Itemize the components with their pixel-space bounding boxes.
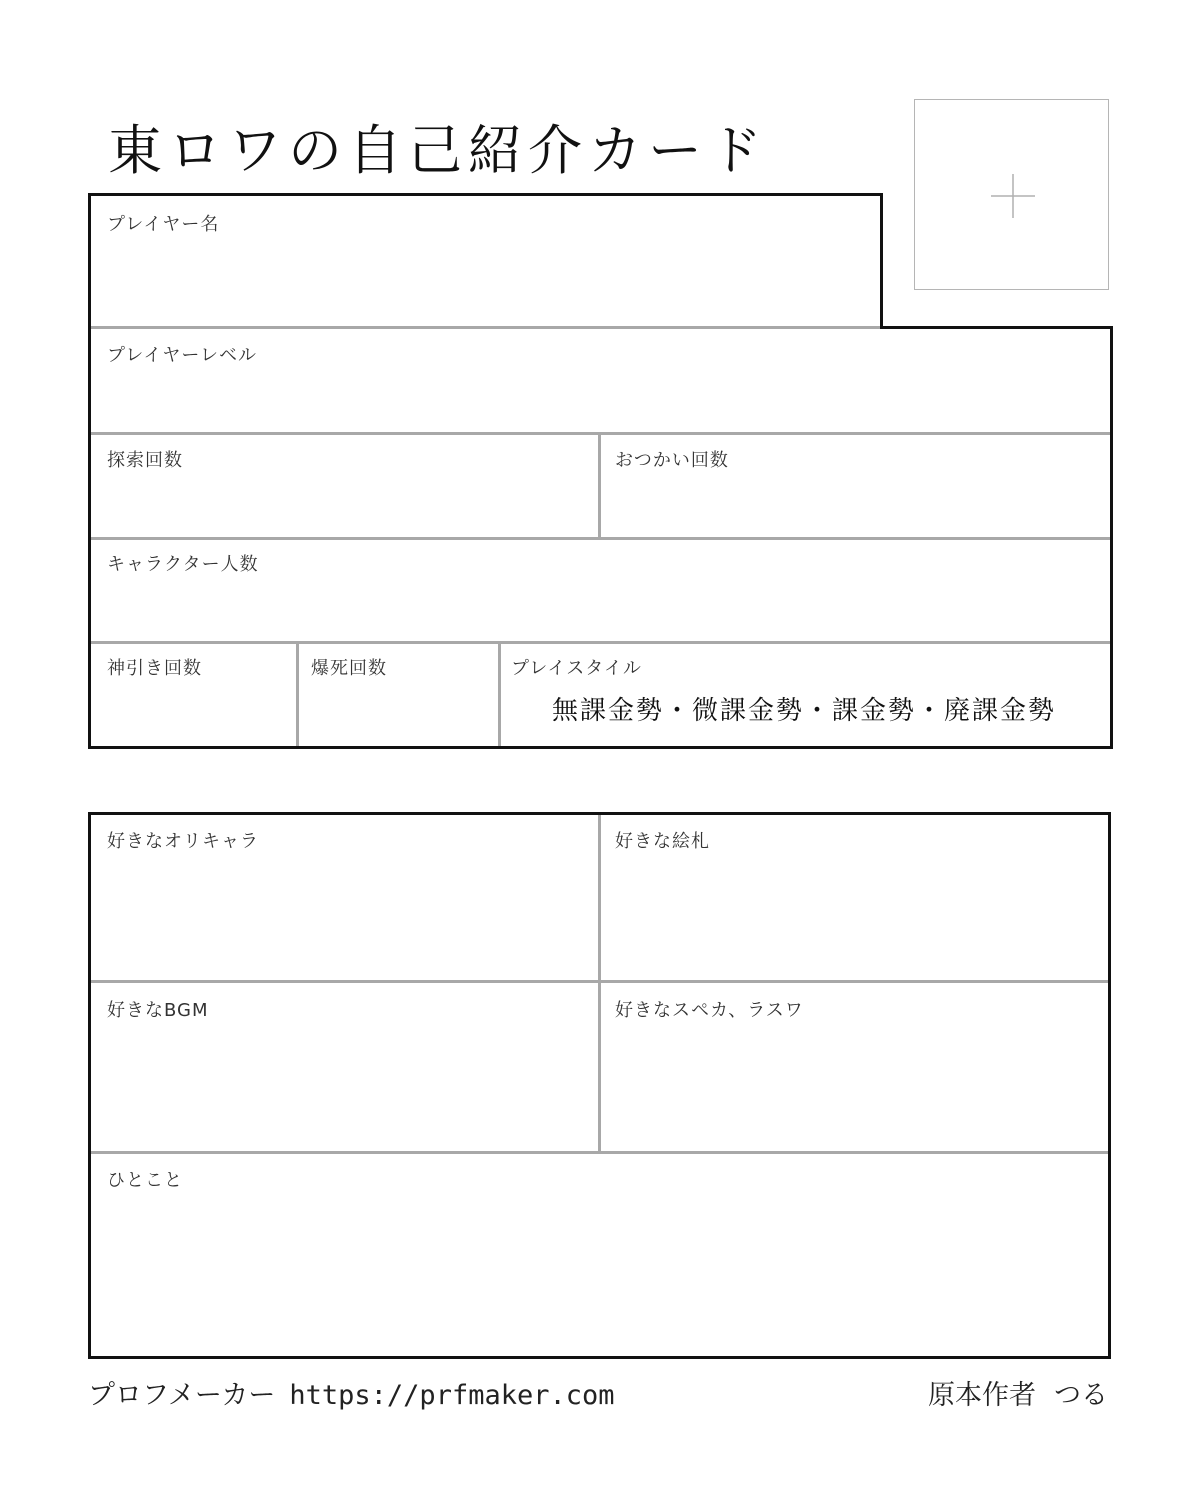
player-level-field[interactable] (91, 329, 1110, 432)
explore-count-field[interactable] (91, 435, 598, 537)
footer-maker (88, 1373, 615, 1412)
gacha-count-field[interactable] (91, 644, 296, 746)
author-name: つる (1054, 1380, 1108, 1411)
fav-bgm-label: 好きなBGM (107, 1000, 209, 1021)
border-bottom (88, 1356, 1111, 1359)
comment-field[interactable] (91, 1154, 1108, 1356)
comment-label: ひとこと (107, 1170, 183, 1191)
play-style-options[interactable]: 無課金勢・微課金勢・課金勢・廃課金勢 (551, 696, 1056, 726)
fav-original-char-field[interactable] (91, 815, 598, 980)
maker-name: プロフメーカー (88, 1380, 276, 1411)
photo-upload-box[interactable] (914, 99, 1109, 290)
fav-original-char-label: 好きなオリキャラ (107, 831, 259, 852)
player-name-field[interactable] (91, 196, 880, 326)
errand-count-field[interactable] (601, 435, 1110, 537)
death-count-field[interactable] (299, 644, 498, 746)
character-count-label: キャラクター人数 (107, 554, 259, 575)
explore-count-label: 探索回数 (107, 450, 183, 471)
play-style-field[interactable] (501, 644, 1110, 684)
play-style-label: プレイスタイル (511, 658, 642, 679)
maker-url-link[interactable]: https://prfmaker.com (289, 1380, 615, 1411)
credit-label: 原本作者 (928, 1380, 1036, 1411)
fav-card-label: 好きな絵札 (615, 831, 710, 852)
fav-spell-label: 好きなスペカ、ラスワ (615, 1000, 804, 1021)
page-title: 東ロワの自己紹介カード (108, 119, 768, 182)
border-right (1108, 812, 1111, 1359)
fav-spell-field[interactable] (601, 983, 1108, 1151)
player-level-label: プレイヤーレベル (107, 345, 258, 366)
death-count-label: 爆死回数 (311, 658, 387, 679)
errand-count-label: おつかい回数 (615, 450, 729, 471)
border-bottom (88, 746, 1113, 749)
footer-credit (928, 1373, 1108, 1412)
border-right (1110, 326, 1113, 749)
border-notch-vertical (880, 193, 883, 329)
plus-icon (915, 100, 1110, 291)
fav-bgm-field[interactable] (91, 983, 598, 1151)
character-count-field[interactable] (91, 540, 1110, 641)
gacha-count-label: 神引き回数 (107, 658, 202, 679)
player-name-label: プレイヤー名 (107, 214, 220, 235)
fav-card-field[interactable] (601, 815, 1108, 980)
